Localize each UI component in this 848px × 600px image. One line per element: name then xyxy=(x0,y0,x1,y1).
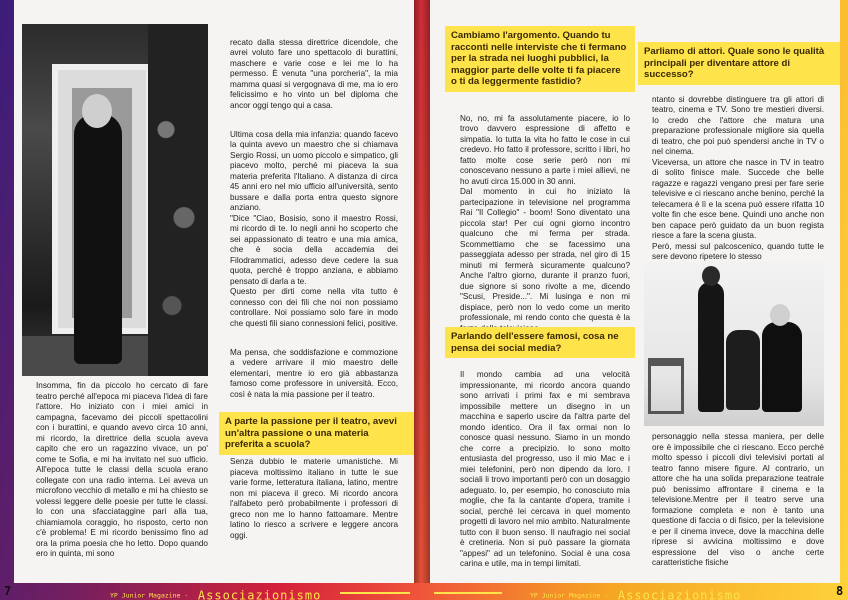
right-column-1-top xyxy=(460,103,630,353)
paragraph: Il mondo cambia ad una velocità impressionante, mi ricordo ancora quando sono arrivati i primi fax e mi sembrava impossibile mettere un disegno in un macchina e saperlo uscire da l'altra parte del mondo identico. Ora il fax ormai non lo conosce quasi nessuno. Siamo in un mondo che corre a precipizio. Io sono molto entusiasta del progresso, uso il mio Mac e i miei telefonini, però non dipendo da loro. I sociali li trovo importanti però con un dosaggio adeguato. Io, per esempio, ho conosciuto mia moglie, che fa la cantante d'opera, tramite i social, perché lei cercava in quel momento progetti di lavoro nel mio ambito. Naturalmente tutto con il buon senso. Il naufragio nei social è cretineria. Non si può passare la giornata "appesi" ad un telefonino. Social è una cosa carina e utile, ma in tempi limitati. xyxy=(460,370,630,568)
question-box: Parliamo di attori. Quale sono le qualità principali per diventare attore di successo? xyxy=(638,42,840,85)
person-head xyxy=(82,94,112,128)
question-box: Cambiamo l'argomento. Quando tu racconti nelle interviste che ti fermano per la strada nei luoghi pubblici, la maggior parte delle volte ti fa piacere o ti da leggermente fastidio? xyxy=(445,26,635,92)
paragraph: No, no, mi fa assolutamente piacere, io lo trovo davvero espressione di affetto e simpatia. Io tutta la vita ho fatto le cose in cui credevo. Ho fatto il professore, scritto i libri, ho fatto molte cose serie però non mi conoscevano nessuno a parte i miei allievi, ne ho avuti circa 15.000 in 30 anni. Dal momento in cui ho iniziato la partecipazione in televisione nel programma Rai "Il Collegio" - boom! Sono diventato una piccola star! Per cui ogni giorno incontro qualcuno che mi ferma per strada. Scommettiamo che se facessimo una passeggiata adesso per strada, nel giro di 15 minuti mi fermerà sicuramente qualcuno? Anche l'altro giorno, durante il pranzo fuori, due signore si sono rivolte a me, dicendo "Scusi, Preside...". Mi lusinga e non mi dispiace, però non lo vedo come un merito professionale, mi rendo conto che questa è la xyxy=(460,113,630,322)
question-box: Parlando dell'essere famosi, cosa ne pensa dei social media? xyxy=(445,327,635,358)
portrait-photo xyxy=(22,24,208,376)
right-column-2-bottom xyxy=(652,432,824,577)
left-column-1 xyxy=(36,381,208,568)
page-number: 7 xyxy=(4,584,12,598)
left-column-2-bottom xyxy=(230,457,398,549)
footer-section: Associazionismo xyxy=(617,588,742,600)
paragraph: Ma pensa, che soddisfazione e commozione a vedere arrivare il mio maestro delle elementari, mentre io ero già abbastanza famoso come professore in università. Ecco, così è nata la mia passione per il teatro. xyxy=(230,347,398,399)
footer-magazine-name: YP Junior Magazine - xyxy=(530,591,609,600)
person-silhouette xyxy=(74,114,122,364)
left-column-2 xyxy=(230,27,398,419)
person-silhouette xyxy=(762,322,802,412)
right-column-1-bottom xyxy=(460,370,630,578)
plant xyxy=(148,24,208,376)
paragraph: recato dalla stessa direttrice dicendole, che avrei voluto fare uno spettacolo di burattini, maschere e varie cose e lei me lo ha permesso. È venuta "una porcheria", la mia mamma quasi si vergognava di me, ma io ero felicissimo e ho vinto un bel diploma che ancor oggi tengo qui a casa. xyxy=(230,37,398,110)
footer-magazine-name: YP Junior Magazine - xyxy=(110,591,189,600)
footer-rule xyxy=(340,592,410,594)
paragraph: Insomma, fin da piccolo ho cercato di fare teatro perché all'epoca mi piaceva l'idea di fare l'attore. Ho iniziato con i miei amici in campagna, facevamo dei piccoli spettacolini con i burattini, e quando avevo circa 10 anni, mi ricordo, la direttrice della scuola aveva capito che ero un ragazzino vivace, un po' come te Sofia, e mi ha invitato nel suo ufficio. All'epoca tutte le classi della scuola erano collegate con una radio interna. Lei aveva un microfono vecchio di metallo e mi ha chiesto se volessi leggere delle poesie per tutte le classi. Io con una sfacciataggine pari alla tua, chiamiamola coraggio, ho risposto, certo non c'è problema! E mi ricordo benissimo fino ad ora la prima poesia che ho letto. Dopo quando ero in quinta, mi sono xyxy=(36,381,208,558)
paragraph: personaggio nella stessa maniera, per delle ore è impossibile che ci riescano. Ecco perché molto spesso i piccoli divi televisivi portati al teatro fanno misere figure. Al contrario, un attore che ha una solida preparazione teatrale può benissimo affrontare il cinema e la televisione.Mentre per il teatro serve una formazione completa e non è tanto una questione di faccia o di fisico, per la televisione e per il cinema invece, dove la macchina delle riprese si avvicina moltissimo e dove espressione del viso o anche certe caratteristiche fisiche xyxy=(652,432,824,567)
paragraph: Ultima cosa della mia infanzia: quando facevo la quinta avevo un maestro che si chiamava Sergio Rossi, un uomo piccolo e simpatico, gli piacevo molto, perché mi piaceva la sua materia preferita l'Italiano. A distanza di circa 45 anni ero nel mio ufficio all'università, sento bussare e dalla porta entra questo signore anziano. "Dice "Ciao, Bosisio, sono il maestro Rossi, mi ricordo di te. Io negli anni ho scoperto che sei appassionato di teatro e una mia amica, che è socia della accademia dei Filodrammatici, adesso deve cedere la sua quota, perché è troppo anziana, e abbiamo pensato di darla a te. Questo per dirti come nella vita tutto è connesso con dei fili che noi non possiamo controllare. Noi possiamo solo fare in modo che questi fili siano connessioni felici, positive. xyxy=(230,129,398,328)
page-gutter xyxy=(414,0,430,583)
footer-section: Associazionismo xyxy=(197,588,322,600)
rehearsal-photo xyxy=(644,262,824,426)
chair xyxy=(648,358,684,414)
right-column-2-top xyxy=(652,84,824,281)
paragraph: ntanto si dovrebbe distinguere tra gli attori di teatro, cinema e TV. Sono tre mestieri diversi. Io credo che l'attore che matura una preparazione professionale migliore sia quella di teatro, che poi può spendersi anche in TV o nel cinema. Viceversa, un attore che nasce in TV in teatro di solito finisce male. Succede che belle ragazze e ragazzi vengano presi per fare serie televisive e ci riescano anche benino, perché la telecamera è lì e la scena può essere rifatta 10 volte fin che esce bene. Quindi uno anche non ben capace però guidato da un buon regista riesce a fare la scena giusta. Però, messi sul palcoscenico, quando tutte le sere devono ripetere lo stesso xyxy=(652,94,824,261)
person-silhouette xyxy=(698,282,724,412)
question-box: A parte la passione per il teatro, avevi un'altra passione o una materia preferita a scuola? xyxy=(219,412,414,455)
paragraph: Senza dubbio le materie umanistiche. Mi piaceva moltissimo italiano in tutte le sue varie forme, letteratura italiana, latino, mentre non mi piaceva il greco. Mi ricordo ancora l'alfabeto però probabilmente i professori di greco non me lo hanno fattoamare. Mentre latino lo riesco a scrivere e leggere ancora oggi. xyxy=(230,457,398,540)
page-number: 8 xyxy=(836,584,844,598)
footer-right xyxy=(530,585,741,600)
person-silhouette xyxy=(726,330,760,410)
footer-rule xyxy=(434,592,502,594)
footer-left xyxy=(110,585,321,600)
